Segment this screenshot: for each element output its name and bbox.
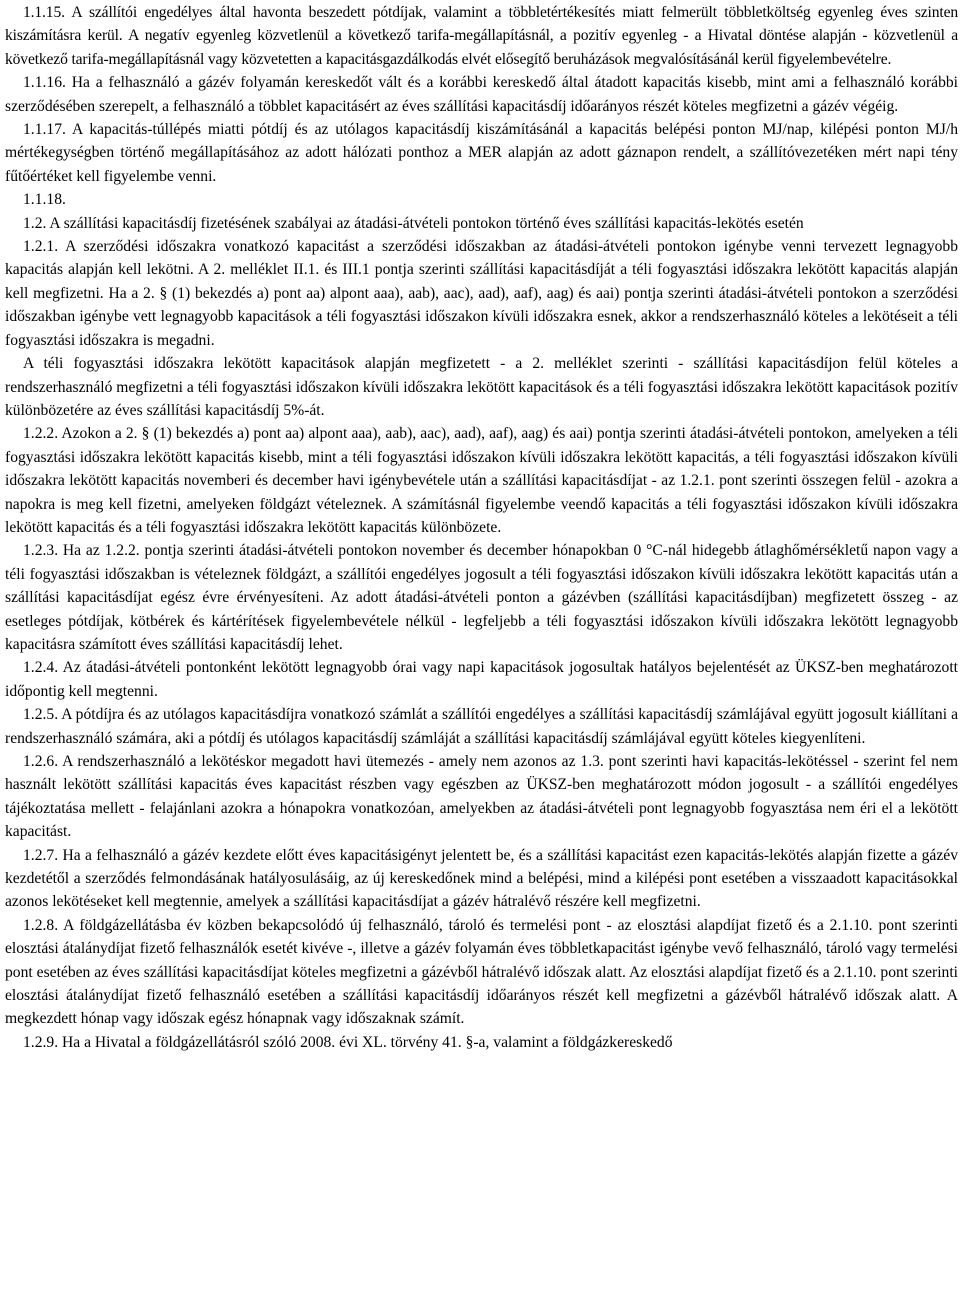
paragraph-1-1-17: 1.1.17. A kapacitás-túllépés miatti pótdíj és az utólagos kapacitásdíj kiszámításánál a kapacitás belépési ponton MJ/nap, kilépési ponton MJ/h mértékegységben történő megállapításához az adott hálózati ponthoz a MER alapján az adott gáznapon rendelt, a szállítóvezetéken mért napi tény fűtőértéket kell figyelembe venni. [5,121,958,185]
document-page [5,1,958,1054]
paragraph-1-1-15: 1.1.15. A szállítói engedélyes által havonta beszedett pótdíjak, valamint a többletértékesítés miatt felmerült többletköltség egyenleg éves szinten kiszámításra kerül. A negatív egyenleg közvetlenül a következő tarifa-megállapításnál, a pozitív egyenleg - a Hivatal döntése alapján - közvetlenül a következő tarifa-megállapításnál vagy közvetetten a kapacitásgazdálkodás elvét elősegítő beruházások megvalósításánál kerül figyelembevételre. [5,4,958,68]
paragraph-1-2-1: 1.2.1. A szerződési időszakra vonatkozó kapacitást a szerződési időszakban az átadási-átvételi pontokon igénybe venni tervezett legnagyobb kapacitás alapján kell lekötni. A 2. melléklet II.1. és III.1 pontja szerinti szállítási kapacitásdíját a téli fogyasztási időszakra lekötött kapacitás alapján kell megfizetni. Ha a 2. § (1) bekezdés a) pont aa) alpont aaa), aab), aac), aad), aaf), aag) és aai) pontja szerinti átadási-átvételi pontokon a szerződési időszakban igénybe vett legnagyobb kapacitások a téli fogyasztási időszakon kívüli időszakra esnek, akkor a rendszerhasználó köteles a lekötéseit a téli fogyasztási időszakra is megadni. [5,238,958,349]
paragraph-1-1-18: 1.1.18. [23,191,66,209]
paragraph-1-2-9: 1.2.9. Ha a Hivatal a földgázellátásról szóló 2008. évi XL. törvény 41. §-a, valamint a földgázkereskedő [23,1033,673,1051]
paragraph-1-2-2: 1.2.2. Azokon a 2. § (1) bekezdés a) pont aa) alpont aaa), aab), aac), aad), aaf), aag) és aai) pontja szerinti átadási-átvételi pontokon, amelyeken a téli fogyasztási időszakra lekötött kapacitás kisebb, mint a téli fogyasztási időszakon kívüli időszakra lekötött kapacitás, a téli fogyasztási időszakon kívüli időszakra lekötött kapacitás novemberi és december havi igénybevétele után a szállítási kapacitásdíjat - az 1.2.1. pont szerinti összegen felül - azokra a napokra is meg kell fizetni, amelyeken földgázt vételeznek. A számításnál figyelembe veendő kapacitás a téli fogyasztási időszakon kívüli időszakra lekötött kapacitás és a téli fogyasztási időszakra lekötött kapacitás különbözete. [5,425,958,536]
paragraph-1-2-7: 1.2.7. Ha a felhasználó a gázév kezdete előtt éves kapacitásigényt jelentett be, és a szállítási kapacitást ezen kapacitás-lekötés alapján fizette a gázév kezdetétől a szerződés felmondásának hatályosulásáig, az új kereskedőnek mind a belépési, mind a kilépési pont esetében a visszaadott kapacitásokkal azonos lekötéseket kell megtennie, amelyek a szállítási kapacitásdíjat a gázév hátralévő részére kell megfizetni. [5,846,958,911]
paragraph-1-2-4: 1.2.4. Az átadási-átvételi pontonként lekötött legnagyobb órai vagy napi kapacitások jogosultak hatályos bejelentését az ÜKSZ-ben meghatározott időpontig kell megtenni. [5,659,958,700]
section-heading-1-2: 1.2. A szállítási kapacitásdíj fizetésének szabályai az átadási-átvételi pontokon történő éves szállítási kapacitás-lekötés esetén [23,214,804,232]
paragraph-1-2-6: 1.2.6. A rendszerhasználó a lekötéskor megadott havi ütemezés - amely nem azonos az 1.3. pont szerinti havi kapacitás-lekötéssel - szerint fel nem használt lekötött szállítási kapacitás éves kapacitást részben vagy egészben az ÜKSZ-ben meghatározott módon jogosult - a szállítói engedélyes tájékoztatása mellett - felajánlani azokra a hónapokra vonatkozóan, amelyekben az átadási-átvételi pont legnagyobb fogyasztása nem éri el a lekötött kapacitást. [5,753,958,841]
paragraph-1-2-5: 1.2.5. A pótdíjra és az utólagos kapacitásdíjra vonatkozó számlát a szállítói engedélyes a szállítási kapacitásdíj számlájával együtt jogosult kiállítani a rendszerhasználó számára, aki a pótdíj és utólagos kapacitásdíj számláját a szállítási kapacitásdíj számlájával együtt köteles kiegyenlíteni. [5,706,958,747]
paragraph-1-2-3: 1.2.3. Ha az 1.2.2. pontja szerinti átadási-átvételi pontokon november és december hónapokban 0 °C-nál hidegebb átlaghőmérsékletű napon vagy a téli fogyasztási időszakban is vételeznek földgázt, a szállítói engedélyes jogosult a téli fogyasztási időszakon kívüli időszakra lekötött kapacitás után a szállítási kapacitásdíjat egész évre érvényesíteni. Az adott átadási-átvételi ponton a gázévben (szállítási kapacitásdíjban) megfizetett összeg - az esetleges pótdíjak, kötbérek és kártérítések figyelembevétele nélkül - legfeljebb a téli fogyasztási időszakon kívüli időszakra lekötött legnagyobb kapacitásra számított éves szállítási kapacitásdíj lehet. [5,542,958,653]
paragraph-1-1-16: 1.1.16. Ha a felhasználó a gázév folyamán kereskedőt vált és a korábbi kereskedő által átadott kapacitás kisebb, mint ami a felhasználó korábbi szerződésében szerepelt, a felhasználó a többlet kapacitásért az éves szállítási kapacitásdíj időarányos részét köteles megfizetni a gázév végéig. [5,74,958,115]
paragraph-1-2-8: 1.2.8. A földgázellátásba év közben bekapcsolódó új felhasználó, tároló és termelési pont - az elosztási alapdíjat fizető és a 2.1.10. pont szerinti elosztási átalánydíjat fizető felhasználók esetét kivéve -, illetve a gázév folyamán éves többletkapacitást igénybe vevő felhasználó, tároló vagy termelési pont esetében az éves szállítási kapacitásdíjat köteles megfizetni a gázévből hátralévő időszak alatt. Az elosztási alapdíjat fizető és a 2.1.10. pont szerinti elosztási átalánydíjat fizető felhasználó esetében a szállítási kapacitásdíj időarányos részét kell megfizetni a gázévből hátralévő időszak alatt. A megkezdett hónap vagy időszak egész hónapnak vagy időszaknak számít. [5,916,958,1028]
paragraph-1-2-1-continued: A téli fogyasztási időszakra lekötött kapacitások alapján megfizetett - a 2. melléklet szerinti - szállítási kapacitásdíjon felül köteles a rendszerhasználó megfizetni a téli fogyasztási időszakon kívüli időszakra lekötött kapacitások és a téli fogyasztási időszakra lekötött kapacitások pozitív különbözetére az éves szállítási kapacitásdíj 5%-át. [5,355,958,419]
